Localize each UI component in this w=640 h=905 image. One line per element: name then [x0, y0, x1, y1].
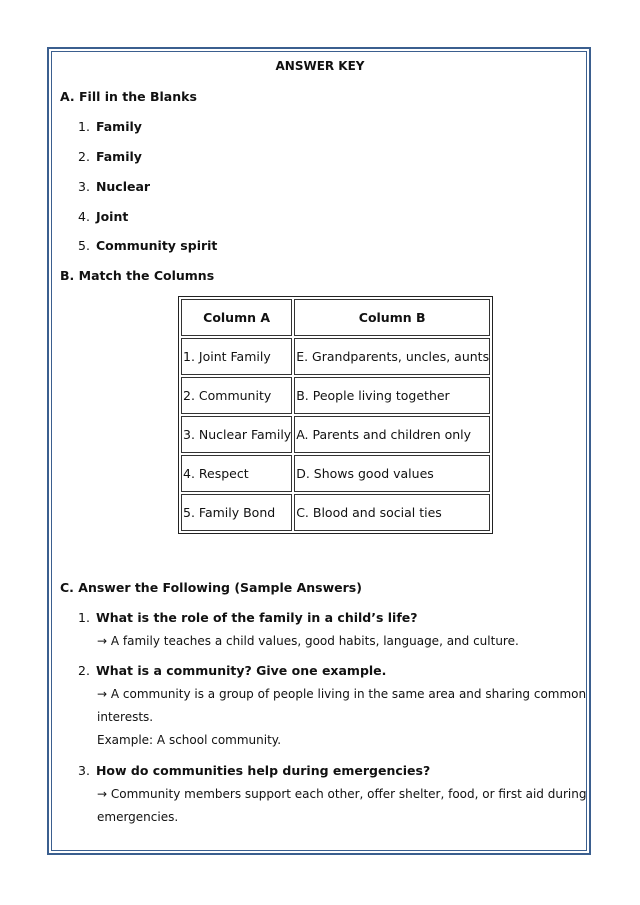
answer-2: → A community is a group of people living in the same area and sharing common — [97, 687, 587, 701]
question-2: 2. What is a community? Give one example. — [78, 663, 387, 678]
blank-answer-2: 2. Family — [78, 149, 142, 164]
column-b-cell: D. Shows good values — [296, 466, 434, 481]
blank-answer-3: 3. Nuclear — [78, 179, 151, 194]
page-title: ANSWER KEY — [275, 59, 365, 73]
section-c-heading: C. Answer the Following (Sample Answers) — [60, 580, 362, 595]
question-3: 3. How do communities help during emergencies? — [78, 763, 431, 778]
column-a-cell: 2. Community — [183, 388, 272, 403]
table-row — [181, 455, 490, 492]
column-a-cell: 3. Nuclear Family — [183, 427, 292, 442]
column-a-header: Column A — [181, 299, 292, 336]
answer-3-continued: emergencies. — [97, 810, 179, 824]
table-row — [181, 416, 490, 453]
blank-answer-1: 1. Family — [78, 119, 142, 134]
column-a-cell: 5. Family Bond — [183, 505, 276, 520]
answer-2-continued: interests. — [97, 710, 154, 724]
answer-1: → A family teaches a child values, good habits, language, and culture. — [97, 634, 519, 648]
blank-answer-5: 5. Community spirit — [78, 238, 218, 253]
question-1: 1. What is the role of the family in a child’s life? — [78, 610, 418, 625]
table-row — [181, 494, 490, 531]
column-a-cell: 4. Respect — [183, 466, 249, 481]
match-columns-table — [178, 296, 493, 534]
table-row — [181, 377, 490, 414]
column-b-cell: C. Blood and social ties — [296, 505, 442, 520]
column-b-cell: E. Grandparents, uncles, aunts — [296, 349, 490, 364]
table-row — [181, 338, 490, 375]
section-b-heading: B. Match the Columns — [60, 268, 215, 283]
column-b-header: Column B — [294, 299, 490, 336]
section-a-heading: A. Fill in the Blanks — [60, 89, 197, 104]
blank-answer-4: 4. Joint — [78, 209, 129, 224]
column-b-cell: B. People living together — [296, 388, 450, 403]
table-header-row — [181, 299, 490, 336]
answer-2-example: Example: A school community. — [97, 733, 282, 747]
column-b-cell: A. Parents and children only — [296, 427, 472, 442]
answer-3: → Community members support each other, offer shelter, food, or first aid during — [97, 787, 587, 801]
column-a-cell: 1. Joint Family — [183, 349, 271, 364]
